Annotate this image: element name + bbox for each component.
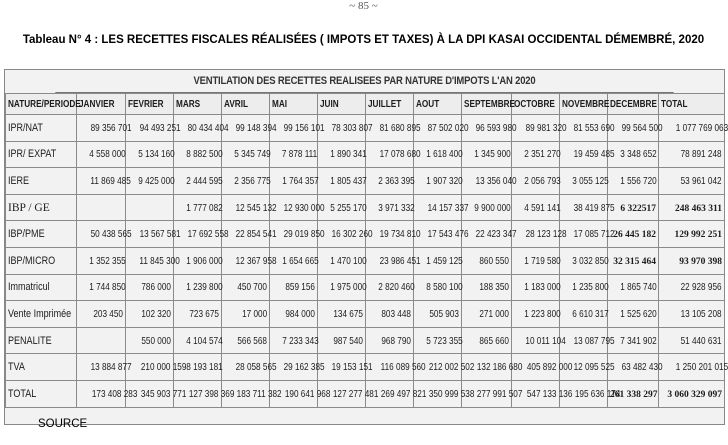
table-cell: 188 350 [462, 274, 512, 301]
column-header: JUIN [318, 94, 366, 115]
table-cell: 2 363 395 [366, 168, 414, 195]
table-row [6, 301, 725, 328]
table-cell: 8 580 100 [414, 274, 462, 301]
table-cell: 4 591 141 [512, 194, 560, 221]
table-row [6, 141, 725, 168]
column-header: AOUT [414, 94, 462, 115]
table-cell: 350 999 538 [414, 380, 462, 407]
table-cell: 3 348 652 [608, 141, 659, 168]
table-cell: 51 440 631 [659, 327, 725, 354]
table-cell: 450 700 [222, 274, 270, 301]
table-cell: 566 568 [222, 327, 270, 354]
table-cell: 1 618 400 [414, 141, 462, 168]
table-cell: 19 153 151 [318, 354, 366, 381]
table-cell: 183 711 382 [222, 380, 270, 407]
table-cell: 7 878 111 [270, 141, 318, 168]
column-header: NOVEMBRE [560, 94, 608, 115]
table-cell: 28 058 565 [222, 354, 270, 381]
table-cell: 1 345 900 [462, 141, 512, 168]
table-cell: 12 545 132 [222, 194, 270, 221]
table-row [6, 194, 725, 221]
table-row [6, 327, 725, 354]
table-row [6, 115, 725, 142]
table-cell: 195 636 174 [560, 380, 608, 407]
total-row [6, 380, 725, 407]
table-cell: 173 408 283 [77, 380, 126, 407]
column-header: OCTOBRE [512, 94, 560, 115]
table-cell: 345 903 771 [126, 380, 174, 407]
table-cell: 1 525 620 [608, 301, 659, 328]
table-cell: 7 233 343 [270, 327, 318, 354]
table-cell: 859 156 [270, 274, 318, 301]
table-cell: 5 723 355 [414, 327, 462, 354]
page-number: ~ 85 ~ [349, 0, 378, 12]
table-caption: Tableau N° 4 : LES RECETTES FISCALES RÉALISÉES ( IMPOTS ET TAXES) À LA DPI KASAI OCCIDENTAL DÉMEMBRÉ, 2020 [22, 34, 705, 46]
table-cell: 2 351 270 [512, 141, 560, 168]
table-cell: 38 419 875 [560, 194, 608, 221]
table-cell: 29 019 850 [270, 221, 318, 248]
table-cell: 132 186 680 [462, 354, 512, 381]
table-cell: 29 162 385 [270, 354, 318, 381]
row-label: TVA [6, 354, 77, 381]
table-cell: 13 105 208 [659, 301, 725, 328]
table-cell: 4 104 574 [174, 327, 222, 354]
table-cell: 968 790 [366, 327, 414, 354]
table-cell: 1 239 800 [174, 274, 222, 301]
table-cell: 80 434 404 [174, 115, 222, 142]
table-cell: 19 734 810 [366, 221, 414, 248]
table-cell: 19 459 485 [560, 141, 608, 168]
column-header: FEVRIER [126, 94, 174, 115]
table-cell: 271 000 [462, 301, 512, 328]
table-cell: 99 156 101 [270, 115, 318, 142]
table-row [6, 168, 725, 195]
table-cell: 8 193 181 [174, 354, 222, 381]
column-header: AVRIL [222, 94, 270, 115]
table-cell: 32 315 464 [608, 247, 659, 274]
table-cell: 89 356 701 [77, 115, 126, 142]
table-cell: 13 356 040 [462, 168, 512, 195]
table-cell: 1 890 341 [318, 141, 366, 168]
revenue-table-image [4, 69, 728, 425]
table-cell: 210 000 159 [126, 354, 174, 381]
table-cell: 17 000 [222, 301, 270, 328]
table-cell: 28 123 128 [512, 221, 560, 248]
table-cell: 1 744 850 [77, 274, 126, 301]
table-cell: 81 680 895 [366, 115, 414, 142]
row-label: TOTAL [6, 380, 77, 407]
table-title: VENTILATION DES RECETTES REALISEES PAR NATURE D'IMPOTS L'AN 2020 [55, 70, 673, 93]
table-cell: 269 497 821 [366, 380, 414, 407]
table-cell: 5 134 160 [126, 141, 174, 168]
table-cell [77, 327, 126, 354]
table-cell: 212 002 502 [414, 354, 462, 381]
table-cell: 13 884 877 [77, 354, 126, 381]
source-label: SOURCE [38, 418, 88, 430]
table-cell: 134 675 [318, 301, 366, 328]
table-cell: 12 095 525 [560, 354, 608, 381]
table-cell: 12 930 000 [270, 194, 318, 221]
table-cell: 78 303 807 [318, 115, 366, 142]
table-cell: 2 356 775 [222, 168, 270, 195]
table-cell: 81 553 690 [560, 115, 608, 142]
row-label: IBP / GE [6, 194, 77, 221]
column-header: DECEMBRE [608, 94, 659, 115]
table-cell: 8 882 500 [174, 141, 222, 168]
row-label: IERE [6, 168, 77, 195]
table-cell: 12 367 958 [222, 247, 270, 274]
table-cell: 865 660 [462, 327, 512, 354]
row-label: IPR/NAT [6, 115, 77, 142]
table-cell: 13 567 581 [126, 221, 174, 248]
table-cell: 50 438 565 [77, 221, 126, 248]
column-header-nature: NATURE/PERIODE [6, 94, 77, 115]
table-cell: 78 891 248 [659, 141, 725, 168]
table-body [6, 115, 728, 408]
table-cell: 1 352 355 [77, 247, 126, 274]
table-cell: 723 675 [174, 301, 222, 328]
table-cell: 505 903 [414, 301, 462, 328]
table-cell: 1 975 000 [318, 274, 366, 301]
table-cell: 17 543 476 [414, 221, 462, 248]
table-cell: 96 593 980 [462, 115, 512, 142]
table-cell: 2 820 460 [366, 274, 414, 301]
table-cell: 22 423 347 [462, 221, 512, 248]
table-cell: 1 183 000 [512, 274, 560, 301]
table-cell: 277 991 507 [462, 380, 512, 407]
table-cell: 11 845 300 [126, 247, 174, 274]
column-header: TOTAL [659, 94, 725, 115]
table-cell: 1 654 665 [270, 247, 318, 274]
table-cell: 1 077 769 063 [659, 115, 725, 142]
table-cell: 99 148 394 [222, 115, 270, 142]
table-cell: 203 450 [77, 301, 126, 328]
table-cell: 2 056 793 [512, 168, 560, 195]
table-cell [126, 194, 174, 221]
table-cell: 3 055 125 [560, 168, 608, 195]
table-cell: 99 564 500 [608, 115, 659, 142]
column-header: MARS [174, 94, 222, 115]
table-cell: 405 892 000 [512, 354, 560, 381]
table-cell: 6 610 317 [560, 301, 608, 328]
table-cell: 3 060 329 097 [659, 380, 725, 407]
table-cell: 116 089 560 [366, 354, 414, 381]
table-cell: 5 255 170 [318, 194, 366, 221]
column-header: SEPTEMBRE [462, 94, 512, 115]
revenue-table [5, 93, 728, 408]
table-cell: 127 398 369 [174, 380, 222, 407]
table-cell: 550 000 [126, 327, 174, 354]
table-cell: 3 971 332 [366, 194, 414, 221]
table-cell: 1 865 740 [608, 274, 659, 301]
table-cell: 53 961 042 [659, 168, 725, 195]
table-cell: 13 087 795 [560, 327, 608, 354]
table-cell: 9 425 000 [126, 168, 174, 195]
row-label: PENALITE [6, 327, 77, 354]
row-label: Vente Imprimée [6, 301, 77, 328]
table-cell: 786 000 [126, 274, 174, 301]
table-cell: 1 459 125 [414, 247, 462, 274]
table-cell: 87 502 020 [414, 115, 462, 142]
row-label: IBP/MICRO [6, 247, 77, 274]
table-cell: 127 277 481 [318, 380, 366, 407]
table-cell: 6 322517 [608, 194, 659, 221]
table-cell: 93 970 398 [659, 247, 725, 274]
table-row [6, 247, 725, 274]
table-cell: 102 320 [126, 301, 174, 328]
table-cell: 94 493 251 [126, 115, 174, 142]
table-cell: 16 302 260 [318, 221, 366, 248]
table-cell: 984 000 [270, 301, 318, 328]
table-cell: 1 777 082 [174, 194, 222, 221]
row-label: IPR/ EXPAT [6, 141, 77, 168]
table-cell: 1 906 000 [174, 247, 222, 274]
table-cell: 1 805 437 [318, 168, 366, 195]
table-cell: 26 445 182 [608, 221, 659, 248]
table-cell: 129 992 251 [659, 221, 725, 248]
table-cell: 10 011 104 [512, 327, 560, 354]
table-cell: 1 470 100 [318, 247, 366, 274]
table-cell: 5 345 749 [222, 141, 270, 168]
table-cell: 4 558 000 [77, 141, 126, 168]
table-cell: 248 463 311 [659, 194, 725, 221]
column-header: JUILLET [366, 94, 414, 115]
table-cell: 63 482 430 [608, 354, 659, 381]
row-label: IBP/PME [6, 221, 77, 248]
table-cell: 1 223 800 [512, 301, 560, 328]
table-cell: 987 540 [318, 327, 366, 354]
table-cell: 1 719 580 [512, 247, 560, 274]
table-row [6, 354, 725, 381]
row-label: Immatricul [6, 274, 77, 301]
table-cell: 2 444 595 [174, 168, 222, 195]
table-cell: 89 981 320 [512, 115, 560, 142]
column-header: JANVIER [77, 94, 126, 115]
table-cell: 1 907 320 [414, 168, 462, 195]
table-cell: 22 854 541 [222, 221, 270, 248]
table-cell: 9 900 000 [462, 194, 512, 221]
column-header: MAI [270, 94, 318, 115]
table-cell: 11 869 485 [77, 168, 126, 195]
table-cell: 547 133 136 [512, 380, 560, 407]
header-row [6, 94, 725, 115]
table-row [6, 274, 725, 301]
table-cell: 1 235 800 [560, 274, 608, 301]
table-cell: 17 085 712 [560, 221, 608, 248]
table-cell: 190 641 968 [270, 380, 318, 407]
table-row [6, 221, 725, 248]
table-cell: 1 556 720 [608, 168, 659, 195]
table-cell: 860 550 [462, 247, 512, 274]
table-cell: 7 341 902 [608, 327, 659, 354]
table-cell: 1 250 201 015 [659, 354, 725, 381]
table-cell: 1 764 357 [270, 168, 318, 195]
table-cell: 3 032 850 [560, 247, 608, 274]
table-cell: 22 928 956 [659, 274, 725, 301]
table-cell: 17 692 558 [174, 221, 222, 248]
table-cell: 14 157 337 [414, 194, 462, 221]
table-cell: 17 078 680 [366, 141, 414, 168]
table-cell [77, 194, 126, 221]
table-cell: 261 338 297 [608, 380, 659, 407]
table-cell: 23 986 451 [366, 247, 414, 274]
table-cell: 803 448 [366, 301, 414, 328]
